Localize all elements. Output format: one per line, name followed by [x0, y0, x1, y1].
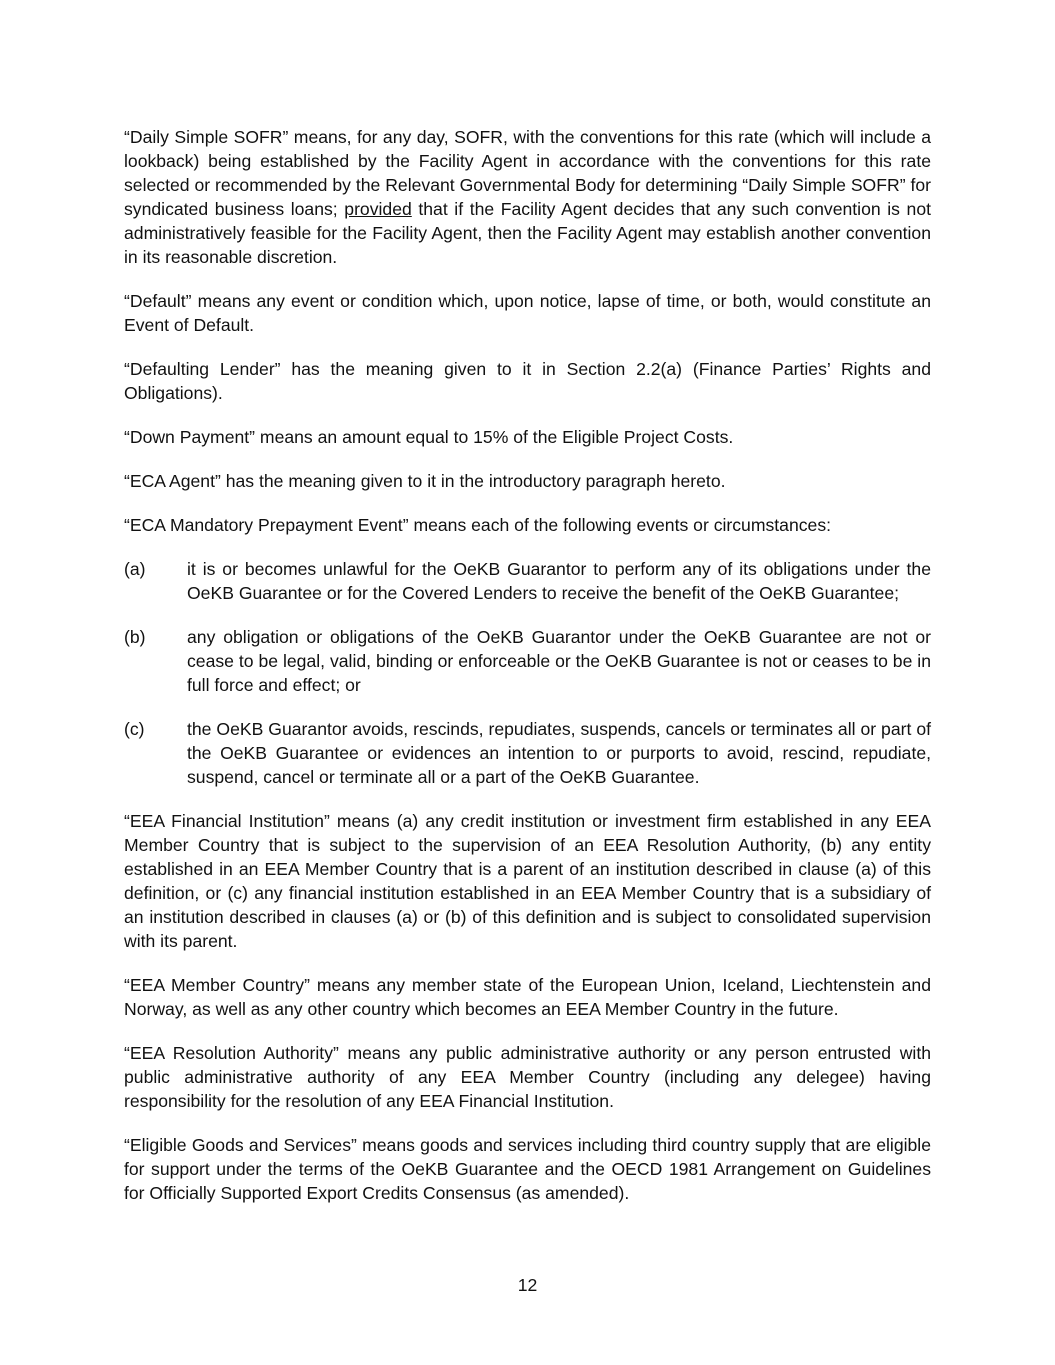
definition-eca-agent: [124, 469, 931, 493]
defined-term: “ECA Agent”: [124, 471, 221, 491]
list-item-label: (a): [124, 559, 146, 579]
definition-default: [124, 289, 931, 337]
definition-eea-member-country: [124, 973, 931, 1021]
defined-term: “EEA Member Country”: [124, 975, 310, 995]
definition-text: means, for any day, SOFR, with the conventions for this rate (which will include a lookback) being established by the Facility Agent in accordance with the conventions for this rate selected or recommended by the Relevant Governmental Body for determining “Daily Simple SOFR” for syndicated business loans;: [124, 127, 931, 219]
definition-text: has the meaning given to it in the introductory paragraph hereto.: [220, 471, 726, 491]
definition-text: means any event or condition which, upon notice, lapse of time, or both, would constitute an Event of Default.: [124, 291, 931, 335]
defined-term: “Daily Simple SOFR”: [124, 127, 289, 147]
underlined-word: provided: [344, 199, 412, 219]
list-item-text: the OeKB Guarantor avoids, rescinds, repudiates, suspends, cancels or terminates all or part of the OeKB Guarantee or evidences an intention to or purports to avoid, rescind, repudiate, suspend, cancel or terminate all or a part of the OeKB Guarantee.: [187, 719, 931, 787]
defined-term: “Down Payment”: [124, 427, 256, 447]
list-item: [124, 625, 931, 697]
definition-eea-financial-institution: [124, 809, 931, 953]
definition-text: means (a) any credit institution or investment firm established in any EEA Member Country that is subject to the supervision of an EEA Resolution Authority, (b) any entity established in an EEA Member Country that is a parent of an institution described in clause (a) of this definition, or (c) any financial institution established in an EEA Member Country that is a subsidiary of an institution described in clauses (a) or (b) of this definition and is subject to consolidated supervision with its parent.: [124, 811, 931, 951]
list-item-label: (b): [124, 627, 146, 647]
definition-defaulting-lender: [124, 357, 931, 405]
page-number: 12: [517, 1275, 538, 1295]
definition-text: means any member state of the European Union, Iceland, Liechtenstein and Norway, as well as any other country which becomes an EEA Member Country in the future.: [124, 975, 931, 1019]
definition-eligible-goods-and-services: [124, 1133, 931, 1205]
list-item: [124, 557, 931, 605]
definition-text: means each of the following events or circumstances:: [408, 515, 832, 535]
list-item-text: it is or becomes unlawful for the OeKB Guarantor to perform any of its obligations under the OeKB Guarantee or for the Covered Lenders to receive the benefit of the OeKB Guarantee;: [187, 559, 931, 603]
defined-term: “Default”: [124, 291, 192, 311]
list-item-label: (c): [124, 719, 145, 739]
definition-daily-simple-sofr: [124, 125, 931, 269]
definition-text: has the meaning given to it in Section 2.2(a) (Finance Parties’ Rights and Obligations).: [124, 359, 931, 403]
defined-term: “Defaulting Lender”: [124, 359, 281, 379]
definition-text: means an amount equal to 15% of the Eligible Project Costs.: [255, 427, 734, 447]
definition-down-payment: [124, 425, 931, 449]
definitions-section: [124, 125, 931, 1225]
defined-term: “ECA Mandatory Prepayment Event”: [124, 515, 409, 535]
definition-text: means any public administrative authority or any person entrusted with public administrative authority of any EEA Member Country (including any delegee) having responsibility for the resolution of any EEA Financial Institution.: [124, 1043, 931, 1111]
definition-text: means goods and services including third country supply that are eligible for support under the terms of the OeKB Guarantee and the OECD 1981 Arrangement on Guidelines for Officially Supported Export Credits Consensus (as amended).: [124, 1135, 932, 1203]
definition-text: that if the Facility Agent decides that any such convention is not administratively feasible for the Facility Agent, then the Facility Agent may establish another convention in its reasonable discretion.: [124, 199, 931, 267]
definition-eea-resolution-authority: [124, 1041, 931, 1113]
list-item: [124, 717, 931, 789]
defined-term: “EEA Financial Institution”: [124, 811, 330, 831]
definition-eca-mandatory-prepayment-event: [124, 513, 931, 537]
defined-term: “Eligible Goods and Services”: [124, 1135, 357, 1155]
list-item-text: any obligation or obligations of the OeKB Guarantor under the OeKB Guarantee are not or cease to be legal, valid, binding or enforceable or the OeKB Guarantee is not or ceases to be in full force and effect; or: [187, 627, 931, 695]
defined-term: “EEA Resolution Authority”: [124, 1043, 339, 1063]
